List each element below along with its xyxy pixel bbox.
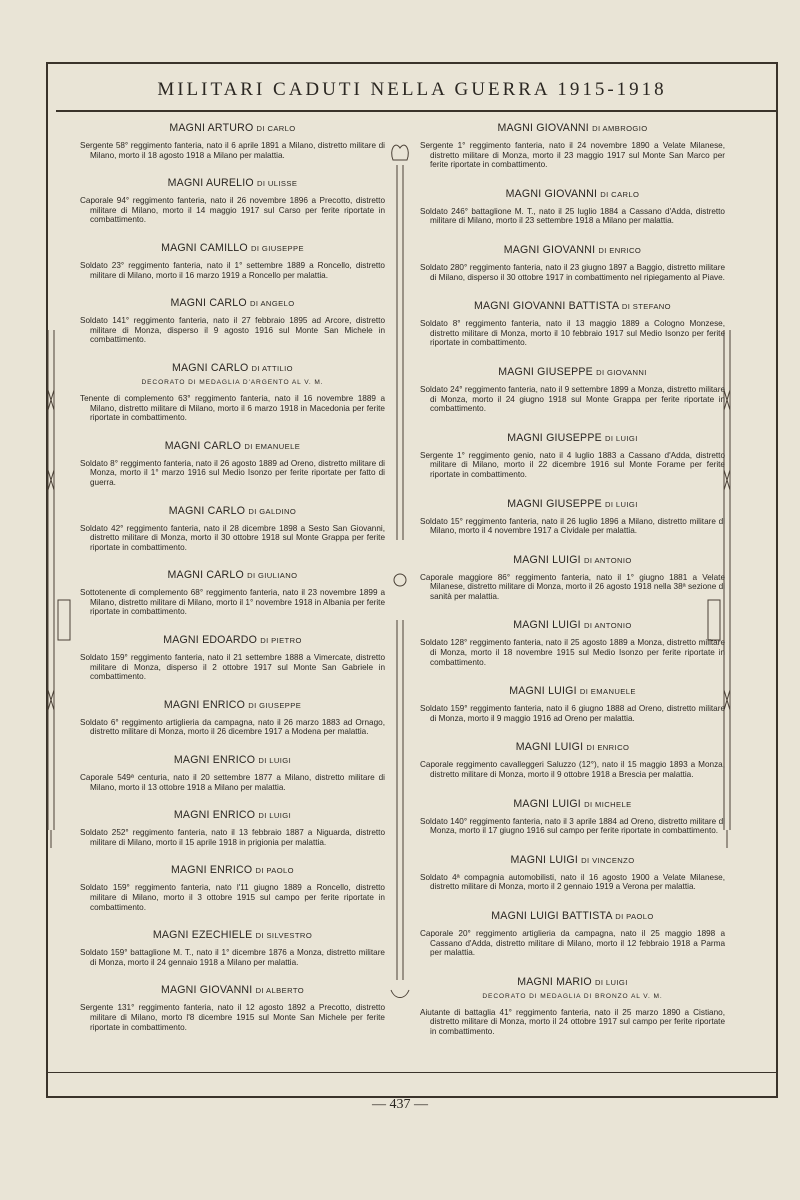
roll-entry xyxy=(80,505,385,553)
entry-text: Soldato 159° reggimento fanteria, nato il 21 settembre 1888 a Vimercate, distretto militare di Monza, disperso il 2 ottobre 1917 sul Monte San Gabriele in combattimento. xyxy=(80,653,385,682)
roll-entry xyxy=(420,554,725,602)
soldier-name: MAGNI EZECHIELE xyxy=(152,929,253,942)
entry-text: Tenente di complemento 63° reggimento fanteria, nato il 16 novembre 1889 a Milano, distretto militare di Milano, morto il 6 marzo 1918 in Macedonia per ferite riportate in combattimento. xyxy=(80,393,385,423)
footer-rule xyxy=(46,1072,778,1073)
entry-name xyxy=(80,864,385,876)
soldier-name: MAGNI ARTURO xyxy=(169,122,254,134)
soldier-name: MAGNI LUIGI xyxy=(513,553,581,566)
entry-text: Soldato 6° reggimento artiglieria da campagna, nato il 26 marzo 1883 ad Ornago, distretto militare di Monza, morto il 26 dicembre 1917 a Modena per malattia. xyxy=(80,717,385,737)
entry-text: Sottotenente di complemento 68° reggimento fanteria, nato il 23 novembre 1899 a Milano, distretto militare di Milano, morto il 1° novembre 1918 in Albania per ferite riportate in combattimento. xyxy=(80,588,385,617)
entry-text: Soldato 140° reggimento fanteria, nato il 3 aprile 1884 ad Oreno, distretto militare di Monza, morto il 17 giugno 1916 sul campo per ferite riportate in combattimento. xyxy=(420,816,725,836)
entry-text: Soldato 159° battaglione M. T., nato il 1° dicembre 1876 a Monza, distretto militare di Monza, morto il 24 gennaio 1918 a Milano per malattia. xyxy=(80,948,385,967)
entry-text: Soldato 128° reggimento fanteria, nato il 25 agosto 1889 a Monza, distretto militare di Monza, morto il 18 novembre 1915 sul Medio Isonzo per ferite riportate in combattimento. xyxy=(420,638,725,667)
father-name: DI STEFANO xyxy=(621,302,671,312)
entry-text: Sergente 1° reggimento fanteria, nato il 24 novembre 1890 a Velate Milanese, distretto militare di Monza, morto il 23 maggio 1917 sul Monte San Marco per ferite riportate in combattimento. xyxy=(420,141,725,170)
soldier-name: MAGNI CARLO xyxy=(170,297,247,310)
entry-name xyxy=(420,910,725,922)
roll-entry xyxy=(80,984,385,1032)
roll-entry xyxy=(420,300,725,348)
entry-name xyxy=(420,366,725,378)
father-name: DI LUIGI xyxy=(605,433,638,443)
entry-name xyxy=(80,809,385,821)
soldier-name: MAGNI GIOVANNI BATTISTA xyxy=(474,300,619,313)
father-name: DI LUIGI xyxy=(595,977,628,987)
soldier-name: MAGNI CARLO xyxy=(168,504,246,517)
roll-entry xyxy=(420,498,725,536)
entry-text: Soldato 159° reggimento fanteria, nato il 6 giugno 1888 ad Oreno, distretto militare di Monza, morto il 9 maggio 1916 ad Oreno per malattia. xyxy=(420,704,725,723)
entry-name xyxy=(420,741,725,753)
father-name: DI PAOLO xyxy=(255,866,294,876)
entry-name xyxy=(420,122,725,134)
entry-name xyxy=(420,432,725,444)
soldier-name: MAGNI AURELIO xyxy=(167,177,254,190)
soldier-name: MAGNI LUIGI BATTISTA xyxy=(491,910,613,922)
father-name: DI CARLO xyxy=(256,124,296,133)
soldier-name: MAGNI CARLO xyxy=(164,439,242,452)
soldier-name: MAGNI GIOVANNI xyxy=(503,243,596,256)
roll-entry xyxy=(420,366,725,414)
entry-name xyxy=(80,569,385,581)
father-name: DI GIUSEPPE xyxy=(251,243,304,253)
entry-name xyxy=(80,754,385,766)
roll-entry xyxy=(80,699,385,737)
father-name: DI ANGELO xyxy=(249,299,295,309)
soldier-name: MAGNI ENRICO xyxy=(173,809,256,822)
entry-name xyxy=(80,122,385,134)
roll-entry xyxy=(420,741,725,779)
roll-entry xyxy=(80,864,385,912)
entry-name xyxy=(80,929,385,941)
father-name: DI EMANUELE xyxy=(579,687,636,697)
center-ornament xyxy=(389,140,411,1010)
soldier-name: MAGNI GIOVANNI xyxy=(505,187,598,200)
soldier-name: MAGNI LUIGI xyxy=(515,741,584,754)
entry-text: Soldato 159° reggimento fanteria, nato l'11 giugno 1889 a Roncello, distretto militare di Milano, morto il 3 ottobre 1915 sul campo per ferite riportate in combattimento. xyxy=(80,883,385,912)
entry-name xyxy=(420,798,725,810)
left-column xyxy=(80,122,385,1049)
father-name: DI GIULIANO xyxy=(247,571,298,581)
entry-text: Soldato 141° reggimento fanteria, nato il 27 febbraio 1895 ad Arcore, distretto militare di Monza, disperso il 9 agosto 1916 sul Monte San Michele in combattimento. xyxy=(80,316,385,345)
entry-text: Soldato 252° reggimento fanteria, nato il 13 febbraio 1887 a Niguarda, distretto militare di Milano, morto il 15 aprile 1918 in prigionia per malattia. xyxy=(80,828,385,847)
soldier-name: MAGNI GIUSEPPE xyxy=(507,431,602,444)
father-name: DI AMBROGIO xyxy=(592,124,648,133)
soldier-name: MAGNI GIUSEPPE xyxy=(498,365,593,378)
father-name: DI VINCENZO xyxy=(581,855,635,865)
father-name: DI ATTILIO xyxy=(251,363,293,373)
entry-name xyxy=(420,300,725,312)
entry-name xyxy=(420,244,725,256)
father-name: DI GIOVANNI xyxy=(596,367,647,377)
entry-name xyxy=(420,976,725,988)
entry-name xyxy=(80,440,385,452)
roll-entry xyxy=(80,242,385,280)
father-name: DI ALBERTO xyxy=(255,986,305,996)
entry-name xyxy=(80,297,385,309)
father-name: DI MICHELE xyxy=(584,799,632,809)
father-name: DI ENRICO xyxy=(598,245,642,255)
entry-name xyxy=(420,554,725,566)
soldier-name: MAGNI LUIGI xyxy=(509,685,577,698)
entry-name xyxy=(420,685,725,697)
entry-text: Caporale 549ª centuria, nato il 20 settembre 1877 a Milano, distretto militare di Milano, morto il 13 ottobre 1918 a Milano per malattia. xyxy=(80,773,385,792)
soldier-name: MAGNI EDOARDO xyxy=(163,634,258,647)
roll-entry xyxy=(80,634,385,682)
roll-entry xyxy=(80,177,385,225)
roll-entry xyxy=(80,297,385,345)
soldier-name: MAGNI GIOVANNI xyxy=(160,984,253,997)
soldier-name: MAGNI ENRICO xyxy=(171,864,253,877)
soldier-name: MAGNI LUIGI xyxy=(513,797,581,810)
father-name: DI LUIGI xyxy=(258,811,292,821)
soldier-name: MAGNI MARIO xyxy=(517,975,592,988)
roll-entry xyxy=(80,929,385,967)
father-name: DI PIETRO xyxy=(260,636,302,646)
father-name: DI ENRICO xyxy=(586,743,630,753)
decoration-note: DECORATO DI MEDAGLIA DI BRONZO AL V. M. xyxy=(482,992,663,1000)
soldier-name: MAGNI CARLO xyxy=(167,569,244,582)
entry-name xyxy=(80,242,385,254)
father-name: DI GIUSEPPE xyxy=(248,700,302,710)
soldier-name: MAGNI GIOVANNI xyxy=(497,122,589,134)
page-number: — 437 — xyxy=(372,1097,428,1112)
entry-text: Caporale 20° reggimento artiglieria da campagna, nato il 25 maggio 1898 a Cassano d'Adda, distretto militare di Milano, morto il 12 febbraio 1918 a Parma per malattia. xyxy=(420,929,725,958)
soldier-name: MAGNI ENRICO xyxy=(163,698,246,711)
roll-entry xyxy=(80,809,385,847)
entry-text: Caporale 94° reggimento fanteria, nato il 26 novembre 1896 a Precotto, distretto militare di Milano, morto il 14 maggio 1917 sul Carso per ferite riportate in combattimento. xyxy=(80,196,385,225)
roll-entry xyxy=(420,910,725,958)
roll-entry xyxy=(420,122,725,170)
father-name: DI ULISSE xyxy=(257,179,298,189)
father-name: DI ANTONIO xyxy=(583,555,632,565)
entry-name xyxy=(420,188,725,200)
father-name: DI LUIGI xyxy=(605,499,638,509)
roll-entry xyxy=(80,569,385,617)
soldier-name: MAGNI ENRICO xyxy=(173,754,256,767)
roll-entry xyxy=(420,798,725,836)
entry-text: Sergente 58° reggimento fanteria, nato il 6 aprile 1891 a Milano, distretto militare di Milano, morto il 18 agosto 1918 a Milano per malattia. xyxy=(80,141,385,160)
entry-name xyxy=(80,177,385,189)
entry-name xyxy=(420,854,725,866)
entry-name xyxy=(80,699,385,711)
entry-text: Caporale reggimento cavalleggeri Saluzzo (12°), nato il 15 maggio 1893 a Monza, distretto militare di Monza, morto il 9 ottobre 1918 a Brescia per malattia. xyxy=(420,760,725,780)
entry-name xyxy=(80,984,385,996)
right-column xyxy=(420,122,725,1055)
entry-name xyxy=(420,619,725,631)
soldier-name: MAGNI CARLO xyxy=(172,361,249,374)
entry-name xyxy=(80,634,385,646)
roll-entry xyxy=(420,244,725,282)
father-name: DI LUIGI xyxy=(258,756,292,766)
entry-text: Soldato 280° reggimento fanteria, nato il 23 giugno 1897 a Baggio, distretto militare di Milano, disperso il 30 ottobre 1917 in combattimento nel ripiegamento al Piave. xyxy=(420,262,725,282)
entry-name xyxy=(80,362,385,374)
father-name: DI EMANUELE xyxy=(244,441,301,451)
roll-entry xyxy=(420,188,725,226)
roll-entry xyxy=(80,122,385,160)
father-name: DI PAOLO xyxy=(615,912,654,921)
entry-text: Soldato 42° reggimento fanteria, nato il 28 dicembre 1898 a Sesto San Giovanni, distretto militare di Monza, morto il 30 ottobre 1918 sul Monte Grappa per ferite riportate in combattimento. xyxy=(80,523,385,552)
entry-text: Soldato 15° reggimento fanteria, nato il 26 luglio 1896 a Milano, distretto militare di Milano, morto il 4 novembre 1917 a Cividale per malattia. xyxy=(420,516,725,536)
roll-entry xyxy=(420,854,725,892)
roll-entry xyxy=(420,976,725,1037)
decoration-note: DECORATO DI MEDAGLIA D'ARGENTO AL V. M. xyxy=(141,378,324,386)
entry-text: Caporale maggiore 86° reggimento fanteria, nato il 1° giugno 1881 a Velate Milanese, distretto militare di Monza, morto il 26 agosto 1918 nella 38ª sezione di sanità per malattia. xyxy=(420,572,725,601)
roll-entry xyxy=(80,362,385,423)
entry-name xyxy=(420,498,725,510)
roll-entry xyxy=(80,754,385,792)
page-title: MILITARI CADUTI NELLA GUERRA 1915-1918 xyxy=(157,79,667,100)
entry-text: Sergente 131° reggimento fanteria, nato il 12 agosto 1892 a Precotto, distretto militare di Milano, morto l'8 dicembre 1915 sul Monte San Michele per ferite riportate in combattimento. xyxy=(80,1003,385,1032)
soldier-name: MAGNI GIUSEPPE xyxy=(507,497,602,510)
soldier-name: MAGNI CAMILLO xyxy=(161,241,248,254)
entry-text: Sergente 1° reggimento genio, nato il 4 luglio 1883 a Cassano d'Adda, distretto militare di Milano, morto il 22 dicembre 1916 sul Monte Forame per ferite riportate in combattimento. xyxy=(420,450,725,479)
entry-name xyxy=(80,505,385,517)
father-name: DI ANTONIO xyxy=(583,621,632,631)
roll-entry xyxy=(420,685,725,723)
father-name: DI CARLO xyxy=(600,189,640,199)
entry-text: Soldato 8° reggimento fanteria, nato il 26 agosto 1889 ad Oreno, distretto militare di Monza, morto il 1° marzo 1916 sul Medio Isonzo per ferite riportate per fatto di guerra. xyxy=(80,458,385,487)
father-name: DI GALDINO xyxy=(248,506,297,516)
soldier-name: MAGNI LUIGI xyxy=(513,619,581,632)
entry-text: Soldato 23° reggimento fanteria, nato il 1° settembre 1889 a Roncello, distretto militare di Milano, morto il 16 marzo 1919 a Roncello per malattia. xyxy=(80,260,385,280)
entry-text: Soldato 24° reggimento fanteria, nato il 9 settembre 1899 a Monza, distretto militare di Monza, morto il 24 giugno 1918 sul Monte Grappa per ferite riportate in combattimento. xyxy=(420,384,725,414)
left-ornament xyxy=(38,330,72,850)
father-name: DI SILVESTRO xyxy=(255,931,313,941)
soldier-name: MAGNI LUIGI xyxy=(510,853,579,866)
entry-text: Aiutante di battaglia 41° reggimento fanteria, nato il 25 marzo 1890 a Cistiano, distretto militare di Monza, morto il 24 ottobre 1917 sul campo per ferite riportate in combattimento. xyxy=(420,1007,725,1036)
entry-text: Soldato 8° reggimento fanteria, nato il 13 maggio 1889 a Cologno Monzese, distretto militare di Monza, morto il 10 febbraio 1917 sul Medio Isonzo per ferite riportate in combattimento. xyxy=(420,319,725,348)
entry-text: Soldato 4ª compagnia automobilisti, nato il 16 agosto 1900 a Velate Milanese, distretto militare di Monza, morto il 2 gennaio 1919 a Verona per malattia. xyxy=(420,872,725,892)
roll-entry xyxy=(80,440,385,488)
entry-text: Soldato 246° battaglione M. T., nato il 25 luglio 1884 a Cassano d'Adda, distretto militare di Milano, morto il 23 settembre 1918 a Milano per malattia. xyxy=(420,206,725,226)
roll-entry xyxy=(420,619,725,667)
roll-entry xyxy=(420,432,725,480)
